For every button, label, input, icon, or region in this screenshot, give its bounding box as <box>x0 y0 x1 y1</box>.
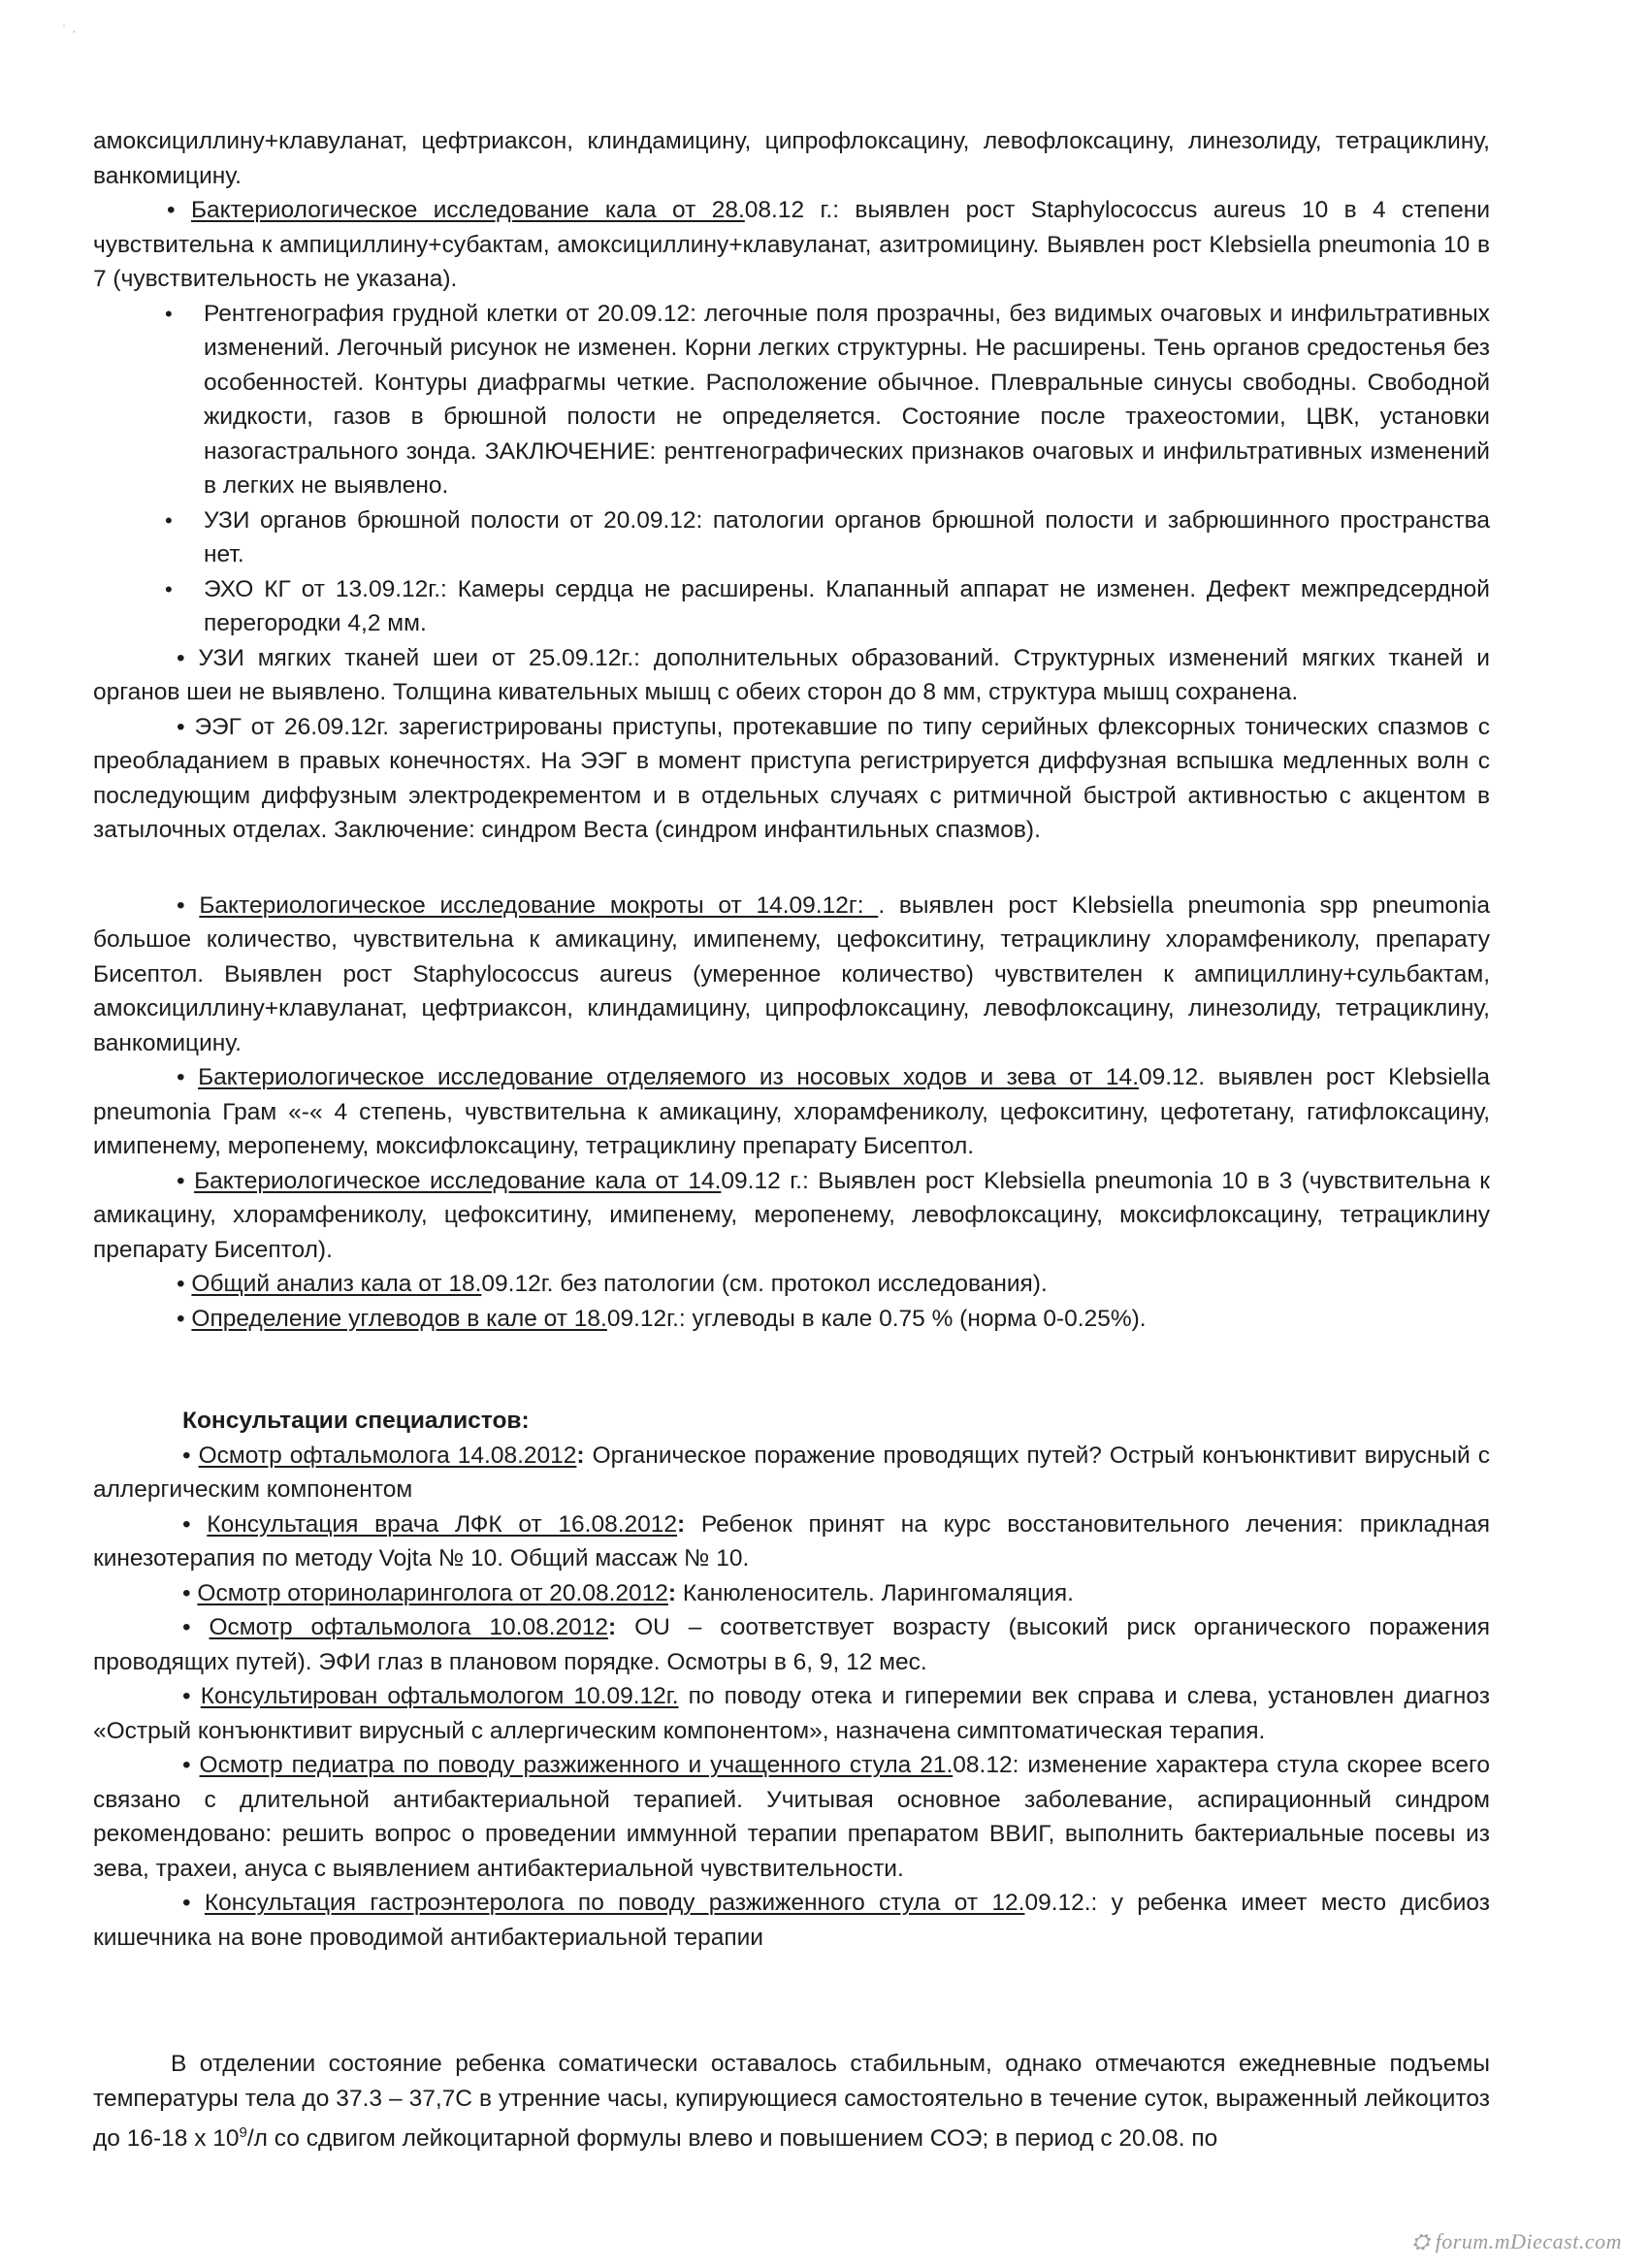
consult-ophthalmologist-14-08 <box>93 1439 1490 1507</box>
paragraph-stool-culture-28-08 <box>93 193 1490 297</box>
consult-gastroenterologist <box>93 1886 1490 1955</box>
paragraph-bact-stool <box>93 1164 1490 1268</box>
underlined-heading: Осмотр офтальмолога 14.08.2012 <box>198 1442 577 1469</box>
list-item-echo <box>165 572 1490 641</box>
consult-ophthalmologist-10-08 <box>93 1610 1490 1679</box>
bullet: • <box>177 1167 185 1194</box>
bullet: • <box>177 891 185 919</box>
bullet: • <box>182 1890 191 1916</box>
paragraph-stool-analysis <box>93 1267 1490 1302</box>
bullet: • <box>165 507 173 533</box>
watermark-icon: ⛭ <box>1411 2229 1430 2253</box>
paragraph-text: . выявлен рост Klebsiella pneumonia spp pneumonia большое количество, чувствительна к амикацину, имипенему, цефокситину, тетрациклину хлорамфениколу, препарату Бисептол. Выявлен рост Staphylococcus aureus (умеренное количество) чувствителен к ампициллину+сульбактам, амоксициллину+клавуланат, цефтриаксон, клиндамицину, ципрофлоксацину, левофлоксацину, линезолиду, тетрациклину, ванкомицину. <box>93 891 1490 1056</box>
underlined-heading: Консультирован офтальмологом 10.09.12г. <box>200 1683 679 1709</box>
underlined-heading: Определение углеводов в кале от 18. <box>191 1305 607 1332</box>
paragraph-text: 09.12. выявлен рост Klebsiella pneumonia Грам «-« 4 степень, чувствительна к амикацину, хлорамфениколу, цефокситину, цефотетану, гатифлоксацину, имипенему, меропенему, моксифлоксацину, тетрациклину препарату Бисептол. <box>93 1064 1490 1159</box>
paragraph-text: 09.12.: у ребенка имеет место дисбиоз кишечника на воне проводимой антибактериальной терапии <box>93 1890 1490 1951</box>
underlined-heading: Консультация врача ЛФК от 16.08.2012 <box>207 1510 678 1538</box>
list-item-text: ЭХО КГ от 13.09.12г.: Камеры сердца не расширены. Клапанный аппарат не изменен. Дефект межпредсердной перегородки 4,2 мм. <box>204 575 1490 636</box>
separator: : <box>677 1510 686 1538</box>
spacer <box>93 1336 1490 1404</box>
document-body <box>93 124 1490 2156</box>
paragraph-text: 09.12г. без патологии (см. протокол исследования). <box>481 1271 1048 1297</box>
underlined-heading: Бактериологическое исследование кала от 28. <box>190 197 745 223</box>
separator: : <box>667 1579 677 1606</box>
bullet: • <box>165 301 173 326</box>
underlined-heading: Осмотр офтальмолога 10.08.2012 <box>209 1614 609 1640</box>
bullet: • <box>177 1271 185 1297</box>
bullet: • <box>182 1683 191 1709</box>
paragraph-bact-sputum <box>93 889 1490 1061</box>
consult-ent <box>93 1576 1490 1611</box>
imaging-list <box>93 297 1490 641</box>
paragraph-text: Органическое поражение проводящих путей? Острый конъюнктивит вирусный с аллергическим компонентом <box>93 1442 1490 1503</box>
paragraph-text: 08.12 г.: выявлен рост Staphylococcus aureus 10 в 4 степени чувствительна к ампициллину+субактам, амоксициллину+клавуланат, азитромицину. Выявлен рост Klebsiella pneumonia 10 в 7 (чувствительность не указана). <box>93 197 1491 292</box>
paragraph-carbohydrates <box>93 1302 1490 1337</box>
watermark-logo <box>1412 2229 1622 2254</box>
underlined-heading: Осмотр оториноларинголога от 20.08.2012 <box>197 1579 668 1606</box>
separator: : <box>576 1442 585 1469</box>
superscript: 9 <box>239 2124 247 2141</box>
consult-ophthalmologist-10-09 <box>93 1679 1490 1748</box>
bullet: • <box>182 1442 191 1469</box>
bullet: • <box>182 1579 191 1606</box>
underlined-heading: Бактериологическое исследование отделяемого из носовых ходов и зева от 14. <box>198 1064 1139 1090</box>
bullet: • <box>165 576 173 601</box>
list-item-ultrasound-abdomen <box>165 503 1490 572</box>
bullet: • <box>182 1614 191 1640</box>
consult-lfk <box>93 1507 1490 1576</box>
paragraph-text: Ребенок принят на курс восстановительного лечения: прикладная кинезотерапия по методу Vojta № 10. Общий массаж № 10. <box>93 1510 1490 1571</box>
paragraph-ultrasound-neck: • УЗИ мягких тканей шеи от 25.09.12г.: дополнительных образований. Структурных изменений мягких тканей и органов шеи не выявлено. Толщина кивательных мышц с обеих сторон до 8 мм, структура мышц сохранена. <box>93 644 1490 705</box>
underlined-heading: Консультация гастроэнтеролога по поводу разжиженного стула от 12. <box>204 1890 1025 1916</box>
spacer <box>93 848 1490 889</box>
underlined-heading: Осмотр педиатра по поводу разжиженного и учащенного стула 21. <box>199 1752 954 1778</box>
paragraph-text: Канюленоситель. Ларингомаляция. <box>676 1579 1074 1606</box>
paragraph-text: 08.12: изменение характера стула скорее всего связано с длительной антибактериальной терапией. Учитывая основное заболевание, аспирационный синдром рекомендовано: решить вопрос о проведении иммунной терапии препаратом ВВИГ, выполнить бактериальные посевы из зева, трахеи, ануса с выявлением антибактериальной чувствительности. <box>93 1752 1490 1882</box>
underlined-heading: Общий анализ кала от 18. <box>191 1271 482 1297</box>
paragraph-text: /л со сдвигом лейкоцитарной формулы влево и повышением СОЭ; в период с 20.08. по <box>246 2125 1218 2153</box>
paragraph-bact-nasal <box>93 1060 1490 1164</box>
scan-speck: ˙ · <box>62 23 78 40</box>
paragraph-antibiotics-list: амоксициллину+клавуланат, цефтриаксон, клиндамицину, ципрофлоксацину, левофлоксацину, линезолиду, тетрациклину, ванкомицину. <box>93 128 1490 189</box>
consultations-heading <box>93 1404 1490 1439</box>
paragraph-department-summary <box>93 2047 1490 2156</box>
bullet: • <box>182 1752 191 1778</box>
underlined-heading: Бактериологическое исследование кала от 14. <box>194 1167 722 1194</box>
list-item-text: УЗИ органов брюшной полости от 20.09.12: патологии органов брюшной полости и забрюшинного пространства нет. <box>204 506 1490 567</box>
paragraph-text: 09.12 г.: Выявлен рост Klebsiella pneumonia 10 в 3 (чувствительна к амикацину, хлорамфениколу, цефокситину, имипенему, меропенему, левофлоксацину, моксифлоксацину, тетрациклину препарату Бисептол). <box>93 1167 1490 1263</box>
watermark-text: forum.mDiecast.com <box>1435 2229 1622 2253</box>
underlined-heading: Бактериологическое исследование мокроты от 14.09.12г: <box>199 891 879 919</box>
heading-text: Консультации специалистов: <box>182 1408 530 1434</box>
paragraph-text: по поводу отека и гиперемии век справа и слева, установлен диагноз «Острый конъюнктивит вирусный с аллергическим компонентом», назначена симптоматическая терапия. <box>93 1683 1490 1744</box>
consult-pediatrician <box>93 1748 1490 1886</box>
list-item-xray <box>165 297 1490 503</box>
paragraph-text: В отделении состояние ребенка соматически оставалось стабильным, однако отмечаются ежедневные подъемы температуры тела до 37.3 – 37,7С в утренние часы, купирующиеся самостоятельно в течение суток, выраженный лейкоцитоз до 16-18 х 10 <box>93 2051 1490 2153</box>
bullet: • <box>182 1510 191 1538</box>
paragraph-text: 09.12г.: углеводы в кале 0.75 % (норма 0-0.25%). <box>606 1305 1147 1332</box>
paragraph-eeg: • ЭЭГ от 26.09.12г. зарегистрированы приступы, протекавшие по типу серийных флексорных тонических спазмов с преобладанием в правых конечностях. На ЭЭГ в момент приступа регистрируется диффузная вспышка медленных волн с последующим диффузным электродекрементом и в отдельных случаях с ритмичной быстрой активностью с акцентом в затылочных отделах. Заключение: синдром Веста (синдром инфантильных спазмов). <box>93 713 1490 843</box>
paragraph-text: OU – соответствует возрасту (высокий риск органического поражения проводящих путей). ЭФИ глаз в плановом порядке. Осмотры в 6, 9, 12 мес. <box>93 1614 1490 1675</box>
list-item-text: Рентгенография грудной клетки от 20.09.12: легочные поля прозрачны, без видимых очаговых и инфильтративных изменений. Легочный рисунок не изменен. Корни легких структурны. Не расширены. Тень органов средостенья без особенностей. Контуры диафрагмы четкие. Расположение обычное. Плевральные синусы свободны. Свободной жидкости, газов в брюшной полости не определяется. Состояние после трахеостомии, ЦВК, установки назогастрального зонда. ЗАКЛЮЧЕНИЕ: рентгенографических признаков очаговых и инфильтративных изменений в легких не выявлено. <box>204 300 1490 499</box>
separator: : <box>608 1614 617 1640</box>
bullet: • <box>177 1305 185 1332</box>
spacer <box>93 1955 1490 2047</box>
bullet: • <box>177 1064 185 1090</box>
bullet: • <box>167 197 176 223</box>
